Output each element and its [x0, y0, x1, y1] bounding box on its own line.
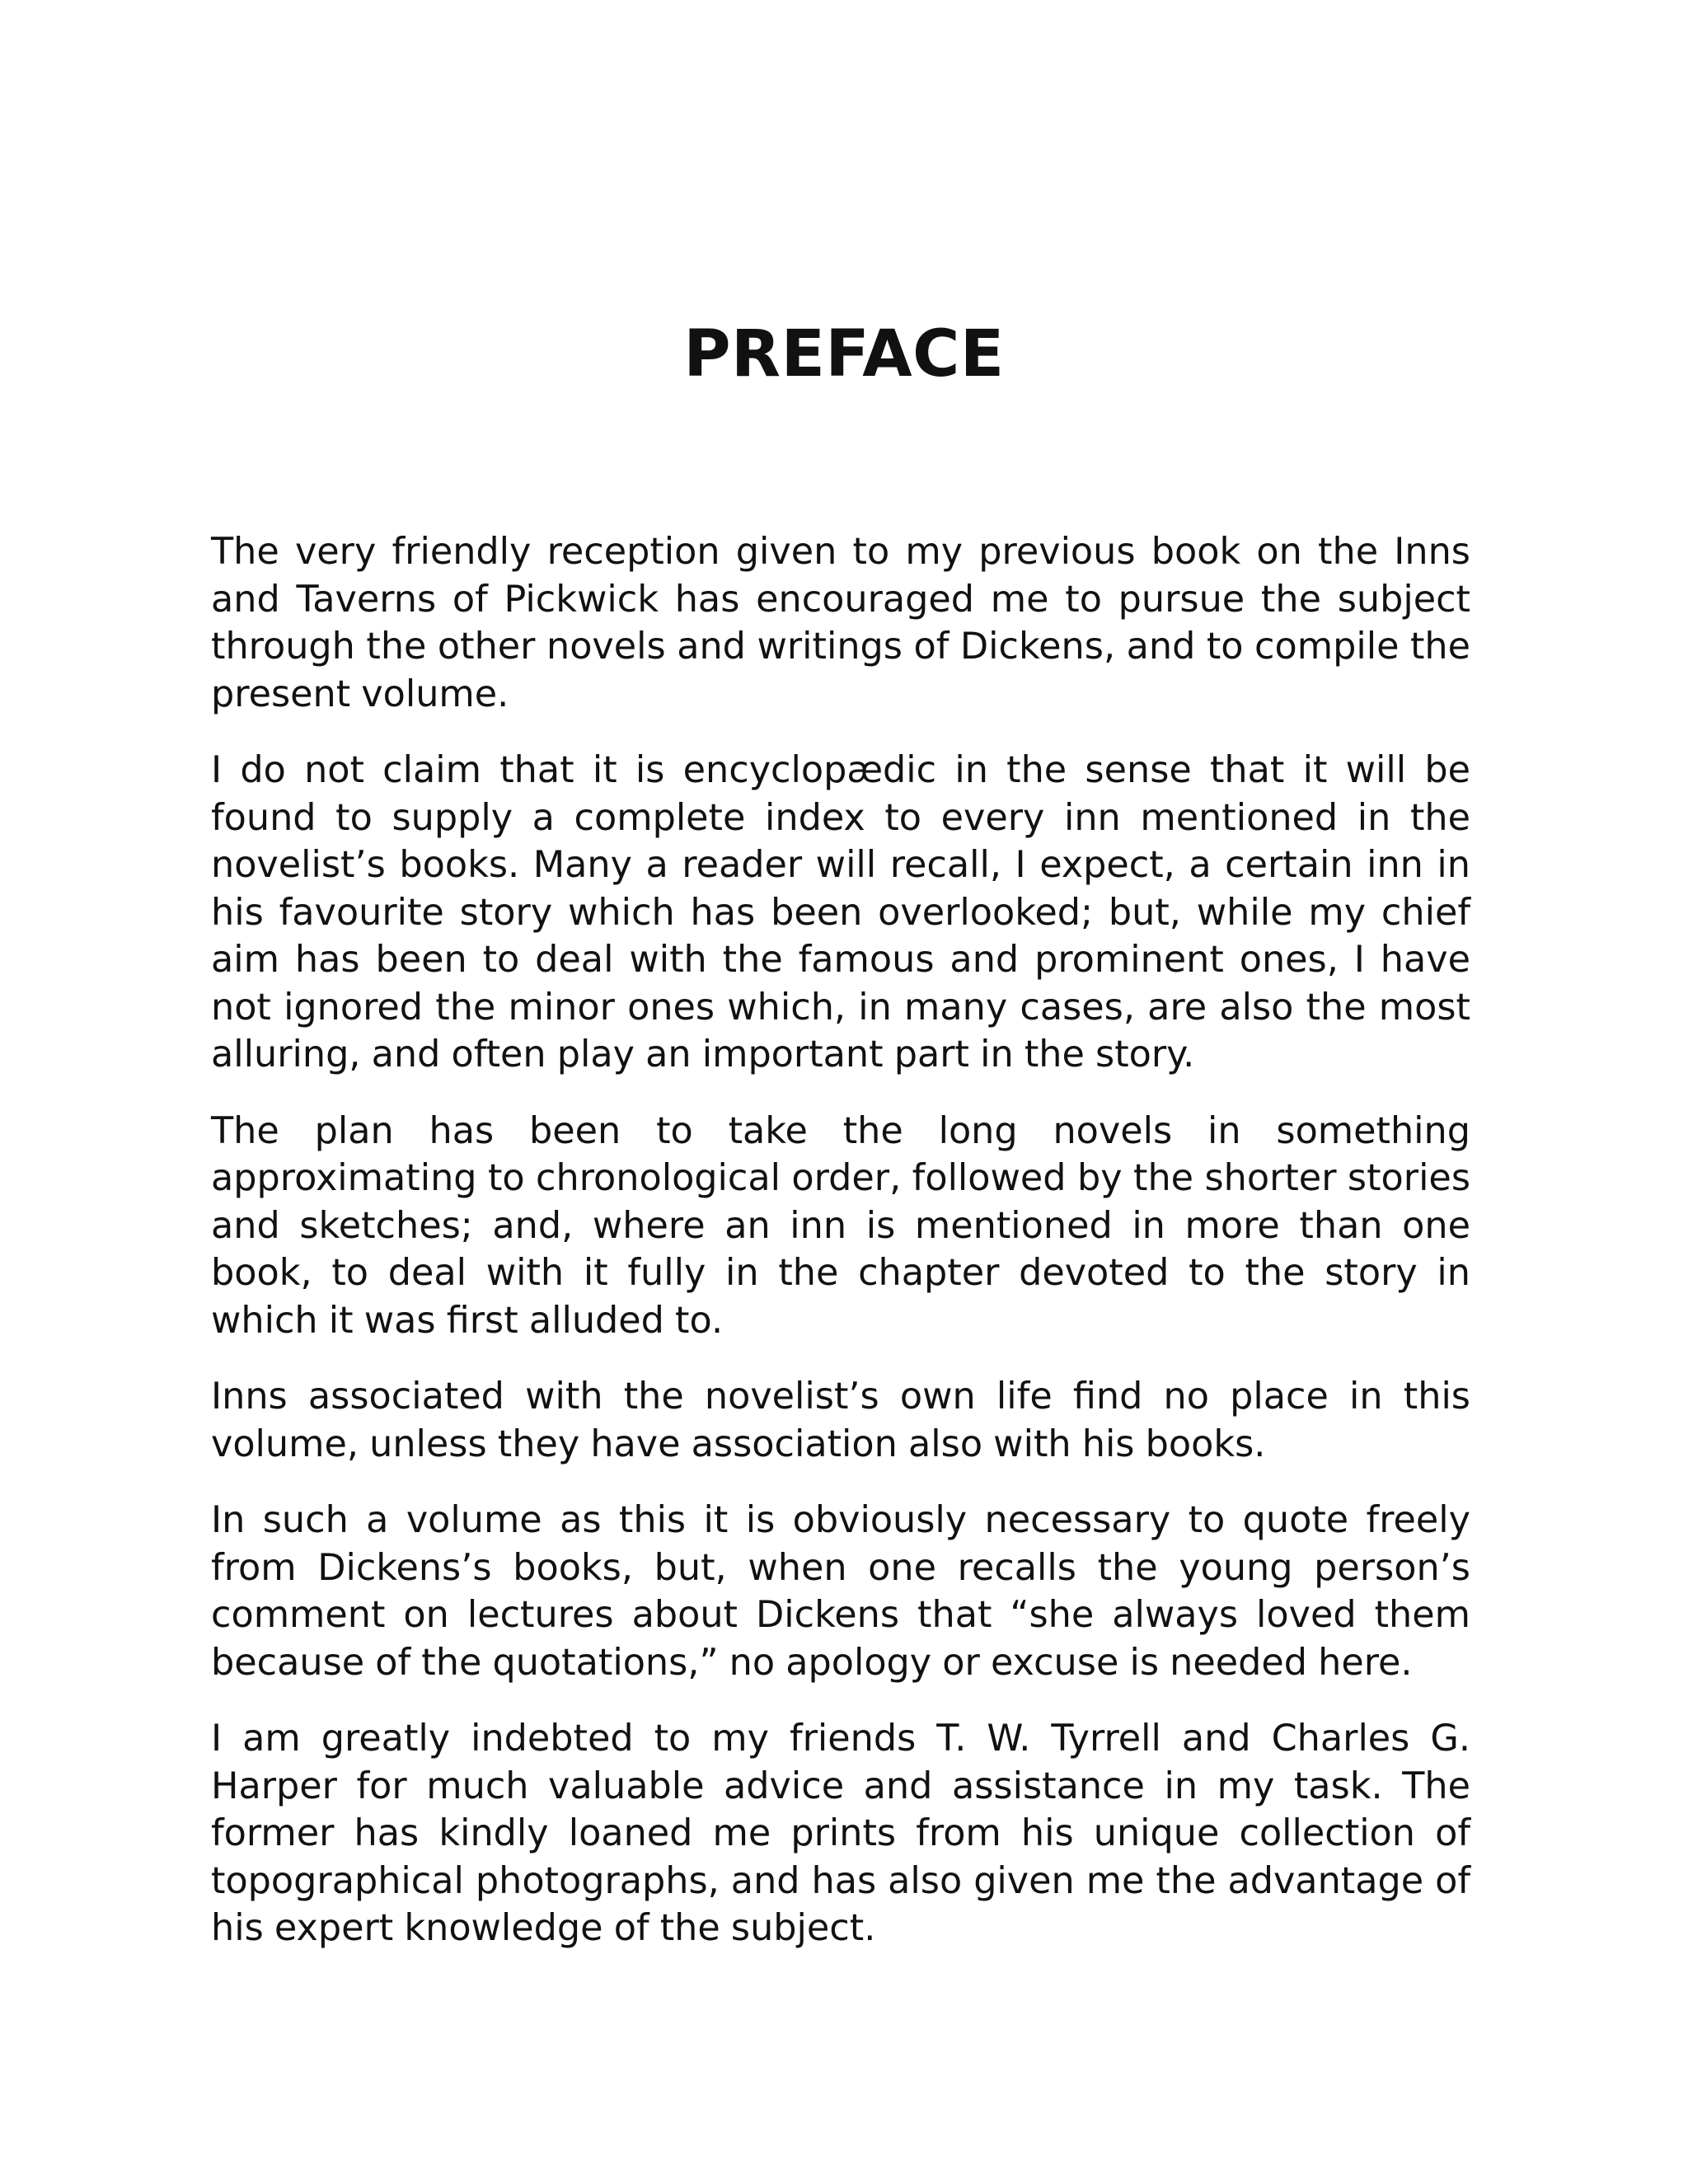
paragraph: The plan has been to take the long novels in something approximating to chronological order, followed by the shorter stories and sketches; and, where an inn is mentioned in more than one book, to deal with it fully in the chapter devoted to the story in which it was first alluded to.	[211, 1109, 1470, 1342]
paragraph: I do not claim that it is encyclopædic in the sense that it will be found to supply a complete index to every inn mentioned in the novelist’s books. Many a reader will recall, I expect, a certain inn in his favourite story which has been overlooked; but, while my chief aim has been to deal with the famous and prominent ones, I have not ignored the minor ones which, in many cases, are also the most alluring, and often play an important part in the story.	[211, 749, 1470, 1076]
paragraph: Inns associated with the novelist’s own life find no place in this volume, unless they have association also with his books.	[211, 1376, 1470, 1465]
paragraph: The very friendly reception given to my previous book on the Inns and Taverns of Pickwick has encouraged me to pursue the subject through the other novels and writings of Dickens, and to compile the present volume.	[211, 531, 1470, 715]
paragraph: I am greatly indebted to my friends T. W. Tyrrell and Charles G. Harper for much valuable advice and assistance in my task. The former has kindly loaned me prints from his unique collection of topographical photographs, and has also given me the advantage of his expert knowledge of the subject.	[211, 1718, 1470, 1949]
page-title: PREFACE	[683, 317, 1005, 391]
preface-body	[211, 528, 1470, 1981]
paragraph: In such a volume as this it is obviously necessary to quote freely from Dickens’s books, but, when one recalls the young person’s comment on lectures about Dickens that “she always loved them because of the quotations,” no apology or excuse is needed here.	[211, 1499, 1470, 1684]
